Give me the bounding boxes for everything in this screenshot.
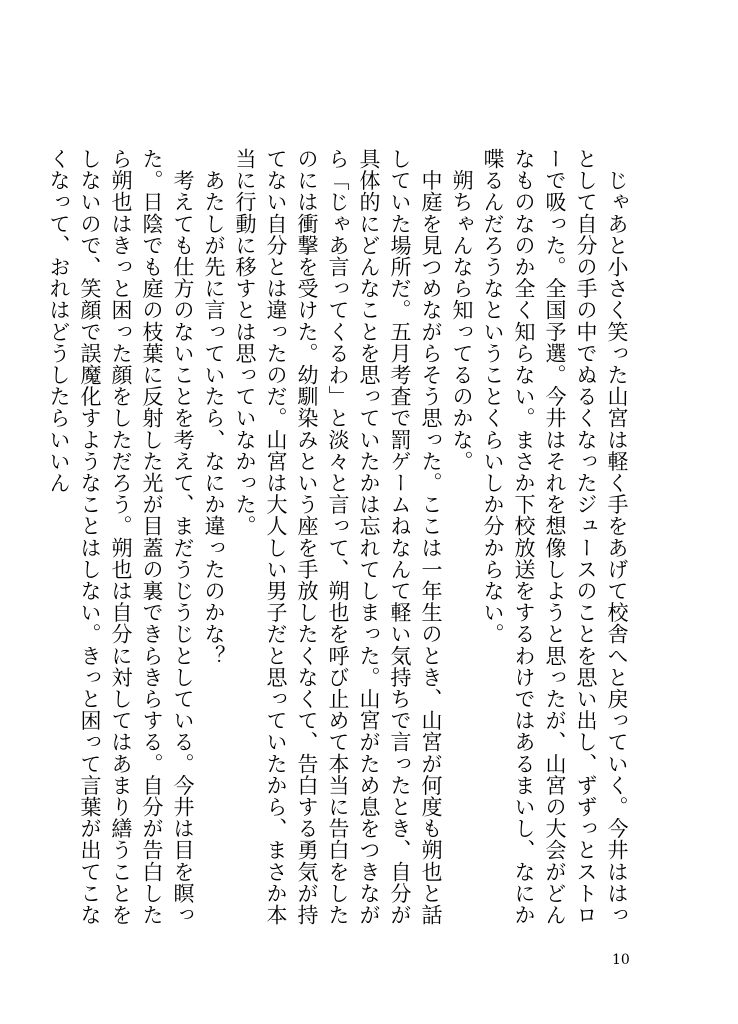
vertical-text-body [43,148,632,928]
paragraph-4: あたしが先に言っていたら、なにか違ったのかな？ [202,148,226,667]
paragraph-1: じゃあと小さく笑った山宮は軽く手をあげて校舎へと戻っていく。今井ははっとして自分の手の中でぬるくなったジュースのことを思い出し、ずずっとストローで吸った。全国予選。今井はそれを想像しようと思ったが、山宮の大会がどんなものなのか全く知らない。まさか下校放送をするわけではあるまいし、なにか喋るんだろうなということくらいしか分からない。 [481,148,629,926]
page-number: 10 [612,952,630,968]
paragraph-2: 朔ちゃんなら知ってるのかな。 [450,148,474,472]
paragraph-3: 中庭を見つめながらそう思った。ここは一年生のとき、山宮が何度も朔也と話していた場所だ。五月考査で罰ゲームねなんて軽い気持ちで言ったとき、自分が具体的にどんなことを思っていたかは忘れてしまった。山宮がため息をつきながら「じゃあ言ってくるわ」と淡々と言って、朔也を呼び止めて本当に告白をしたのには衝撃を受けた。幼馴染みという座を手放したくなくて、告白する勇気が持てない自分とは違ったのだ。山宮は大人しい男子だと思っていたから、まさか本当に行動に移すとは思っていなかった。 [233,148,443,926]
paragraph-5: 考えても仕方のないことを考えて、まだうじうじとしている。今井は目を瞑った。日陰でも庭の枝葉に反射した光が目蓋の裏できらきらする。自分が告白したら朔也はきっと困った顔をしただろう。朔也は自分に対してはあまり繕うことをしないので、笑顔で誤魔化すようなことはしない。きっと困って言葉が出てこなくなって、おれはどうしたらいいん [47,148,195,926]
